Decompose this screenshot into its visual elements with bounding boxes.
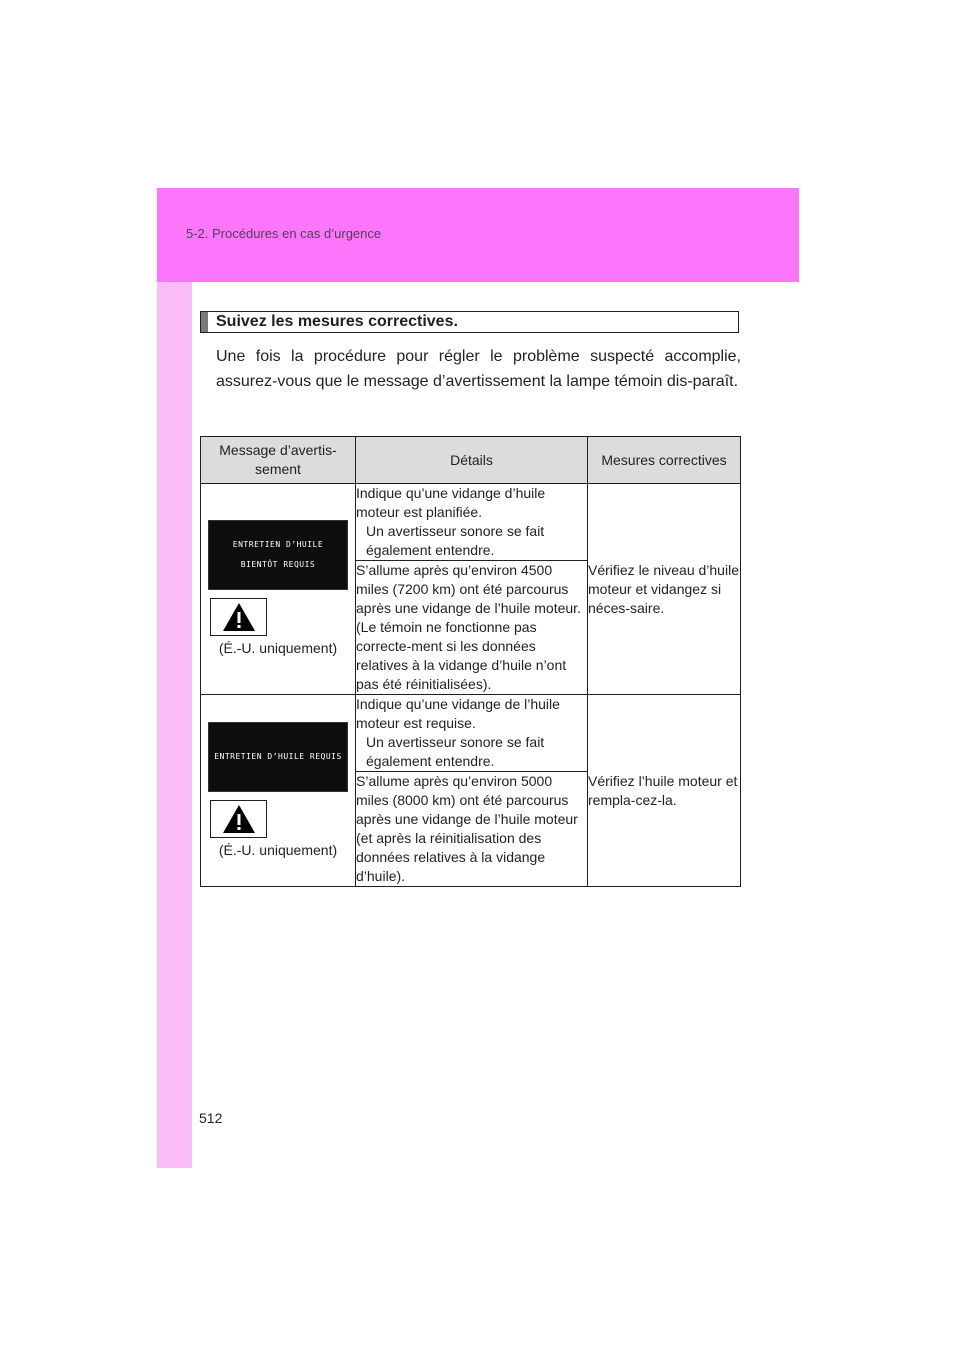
details-cell [356,561,588,695]
screen-line: BIENTÔT REQUIS [240,560,316,569]
heading-text: Suivez les mesures correctives. [216,313,458,330]
details-cell [356,484,588,561]
section-breadcrumb: 5-2. Procédures en cas d’urgence [186,226,382,241]
action-text: Vérifiez le niveau d’huile moteur et vidangez si néces-saire. [588,561,739,616]
details-cell [356,772,588,887]
warning-table [200,436,741,887]
detail-text: Indique qu’une vidange de l’huile moteur est requise. [356,696,560,731]
intro-paragraph: Une fois la procédure pour régler le problème suspecté accomplie, assurez-vous que le message d’avertissement la lampe témoin dis-paraît. [216,348,741,390]
display-screen-image [208,722,348,792]
section-heading [200,311,739,333]
detail-note: Un avertisseur sonore se fait également entendre. [366,523,545,558]
header-actions: Mesures correctives [588,437,741,484]
screen-line: ENTRETIEN D’HUILE [232,540,324,549]
page-sidebar-band [157,188,192,1168]
page-number: 512 [199,1110,223,1126]
action-cell [588,484,741,695]
detail-text: Indique qu’une vidange d’huile moteur est planifiée. [356,485,546,520]
display-screen-image [208,520,348,590]
detail-text: S’allume après qu’environ 5000 miles (8000 km) ont été parcourus après une vidange de l’huile moteur (et après la réinitialisation des données relatives à la vidange d’huile). [356,773,578,884]
table-header-row [201,437,741,484]
message-cell [201,695,356,887]
details-cell [356,695,588,772]
screen-line: ENTRETIEN D’HUILE REQUIS [214,751,342,761]
header-message: Message d’avertis-sement [201,437,356,484]
action-text: Vérifiez l’huile moteur et rempla-cez-la. [588,772,738,808]
region-note: (É.-U. uniquement) [218,640,338,656]
warning-triangle-icon [210,598,267,636]
table-row [201,695,741,772]
heading-marker [201,312,208,332]
detail-note: Un avertisseur sonore se fait également entendre. [366,734,545,769]
message-cell [201,484,356,695]
detail-text: S’allume après qu’environ 4500 miles (7200 km) ont été parcourus après une vidange de l’huile moteur. (Le témoin ne fonctionne pas correcte-ment si les données relatives à la vidange d’huile n’ont pas été réinitialisées). [356,562,581,692]
table-row [201,484,741,561]
region-note: (É.-U. uniquement) [218,841,338,858]
warning-triangle-icon [210,800,267,838]
action-cell [588,695,741,887]
header-details: Détails [356,437,588,484]
